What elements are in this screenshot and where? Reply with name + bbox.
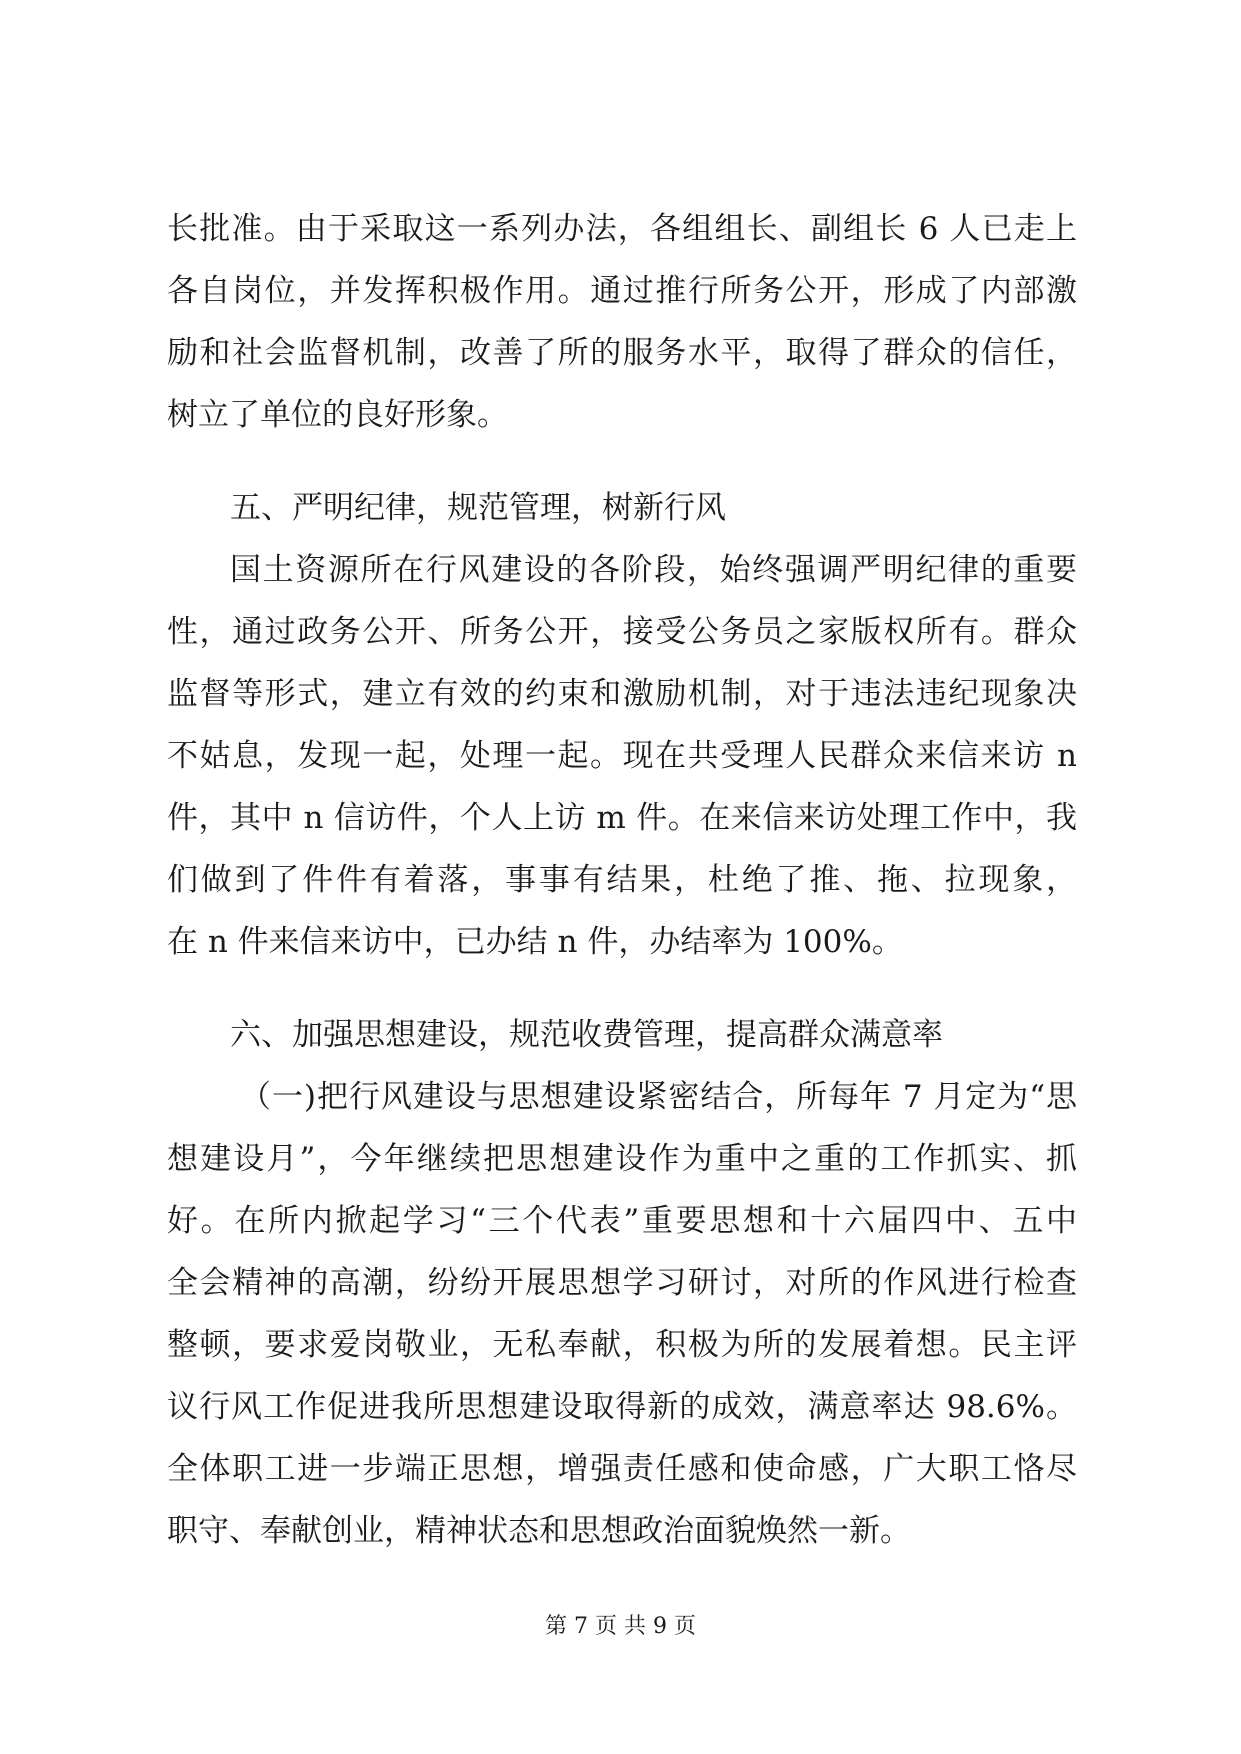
section-heading-5: 五、严明纪律，规范管理，树新行风 [230,490,726,526]
paragraph-2-line-3: 监督等形式，建立有效的约束和激励机制，对于违法违纪现象决 [167,676,1077,712]
paragraph-2-line-6: 们做到了件件有着落，事事有结果，杜绝了推、拖、拉现象， [167,862,1077,898]
section-heading-6: 六、加强思想建设，规范收费管理，提高群众满意率 [230,1017,943,1053]
paragraph-2-line-7: 在 n 件来信来访中，已办结 n 件，办结率为 100%。 [167,924,903,960]
paragraph-3-line-7: 全体职工进一步端正思想，增强责任感和使命感，广大职工恪尽 [167,1451,1077,1487]
page-number-footer: 第 7 页 共 9 页 [545,1614,696,1639]
paragraph-2-line-1: 国土资源所在行风建设的各阶段，始终强调严明纪律的重要 [230,552,1077,588]
paragraph-2-line-2: 性，通过政务公开、所务公开，接受公务员之家版权所有。群众 [167,614,1077,650]
paragraph-2-line-5: 件，其中 n 信访件，个人上访 m 件。在来信来访处理工作中，我 [167,800,1077,836]
paragraph-3-line-2: 想建设月”，今年继续把思想建设作为重中之重的工作抓实、抓 [167,1141,1077,1177]
paragraph-1-line-1: 长批准。由于采取这一系列办法，各组组长、副组长 6 人已走上 [167,211,1077,247]
paragraph-3-line-1: （一)把行风建设与思想建设紧密结合，所每年 7 月定为“思 [240,1079,1077,1115]
paragraph-1-line-3: 励和社会监督机制，改善了所的服务水平，取得了群众的信任， [167,335,1077,371]
paragraph-1-line-2: 各自岗位，并发挥积极作用。通过推行所务公开，形成了内部激 [167,273,1077,309]
paragraph-1-line-4: 树立了单位的良好形象。 [167,397,508,433]
paragraph-3-line-4: 全会精神的高潮，纷纷开展思想学习研讨，对所的作风进行检查 [167,1265,1077,1301]
paragraph-3-line-3: 好。在所内掀起学习“三个代表”重要思想和十六届四中、五中 [167,1203,1077,1239]
paragraph-2-line-4: 不姑息，发现一起，处理一起。现在共受理人民群众来信来访 n [167,738,1077,774]
paragraph-3-line-8: 职守、奉献创业，精神状态和思想政治面貌焕然一新。 [167,1513,911,1549]
paragraph-3-line-5: 整顿，要求爱岗敬业，无私奉献，积极为所的发展着想。民主评 [167,1327,1077,1363]
paragraph-3-line-6: 议行风工作促进我所思想建设取得新的成效，满意率达 98.6%。 [167,1389,1077,1425]
